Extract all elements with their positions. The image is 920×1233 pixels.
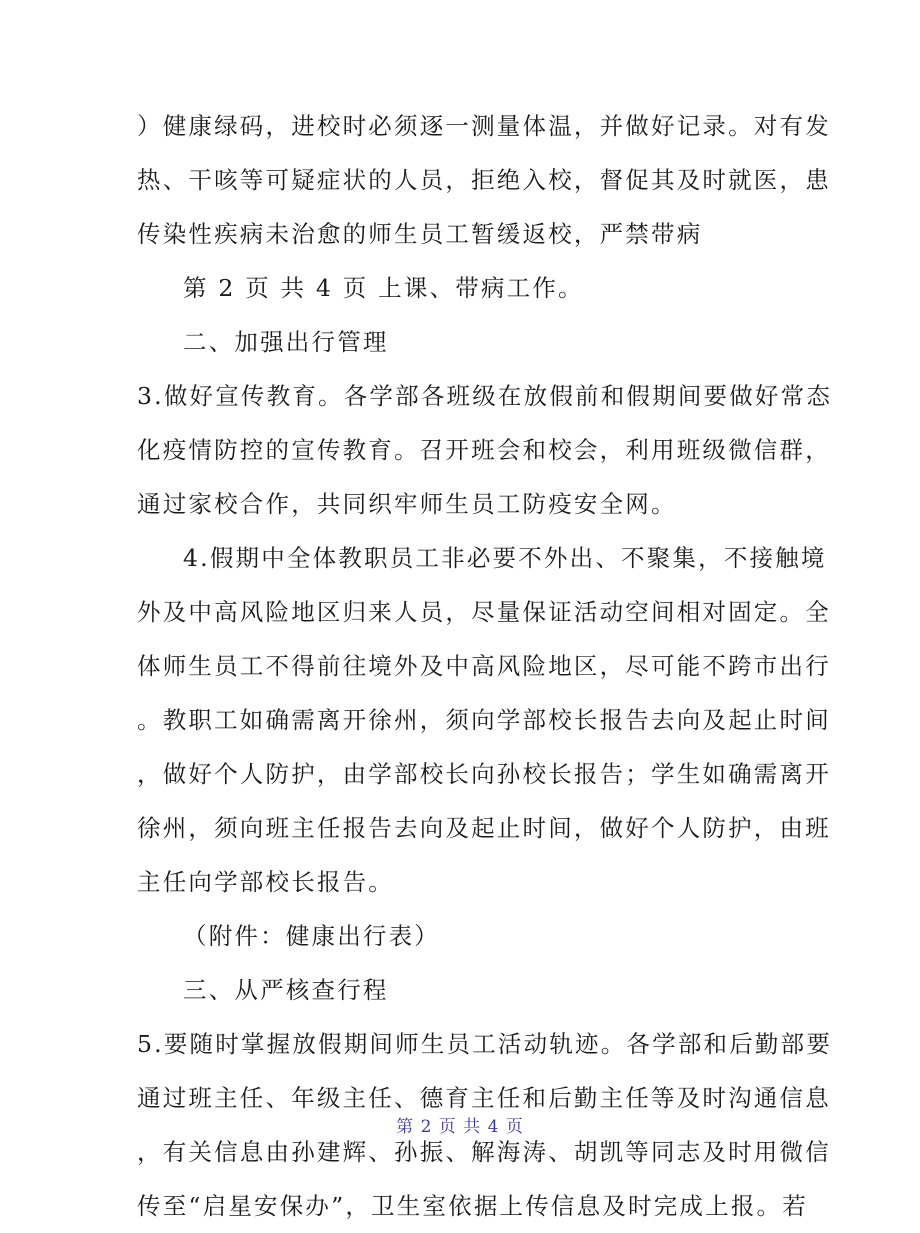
- body-line-3: 传染性疾病未治愈的师生员工暂缓返校，严禁带病: [137, 220, 703, 248]
- body-line-13: ，做好个人防护，由学部校长向孙校长报告；学生如确需离开: [137, 760, 831, 788]
- body-line-11: 体师生员工不得前往境外及中高风险地区，尽可能不跨市出行: [137, 652, 831, 680]
- body-line-12: 。教职工如确需离开徐州，须向学部校长报告去向及起止时间: [137, 706, 831, 734]
- body-line-item-5: 5.要随时掌握放假期间师生员工活动轨迹。各学部和后勤部要: [137, 1030, 833, 1058]
- body-line-item-3: 3.做好宣传教育。各学部各班级在放假前和假期间要做好常态: [137, 382, 833, 410]
- body-line-21: 传至“启星安保办”，卫生室依据上传信息及时完成上报。若: [137, 1192, 808, 1220]
- body-line-15: 主任向学部校长报告。: [137, 868, 394, 896]
- body-line-8: 通过家校合作，共同织牢师生员工防疫安全网。: [137, 490, 677, 518]
- body-line-7: 化疫情防控的宣传教育。召开班会和校会，利用班级微信群，: [137, 436, 831, 464]
- body-line-item-4: 4.假期中全体教职员工非必要不外出、不聚集，不接触境: [183, 544, 827, 572]
- body-line-1: ）健康绿码，进校时必须逐一测量体温，并做好记录。对有发: [137, 112, 831, 140]
- body-line-19: 通过班主任、年级主任、德育主任和后勤主任等及时沟通信息: [137, 1084, 831, 1112]
- section-heading-3: 三、从严核查行程: [183, 976, 389, 1004]
- inline-page-marker-line: 第 2 页 共 4 页 上课、带病工作。: [183, 274, 584, 302]
- body-line-10: 外及中高风险地区归来人员，尽量保证活动空间相对固定。全: [137, 598, 831, 626]
- attachment-note: （附件：健康出行表）: [183, 922, 440, 950]
- body-line-2: 热、干咳等可疑症状的人员，拒绝入校，督促其及时就医，患: [137, 166, 831, 194]
- body-line-14: 徐州，须向班主任报告去向及起止时间，做好个人防护，由班: [137, 814, 831, 842]
- page-footer: 第 2 页 共 4 页: [396, 1117, 524, 1137]
- document-body: [137, 99, 833, 1233]
- body-line-20: ，有关信息由孙建辉、孙振、解海涛、胡凯等同志及时用微信: [137, 1138, 831, 1166]
- section-heading-2: 二、加强出行管理: [183, 328, 389, 356]
